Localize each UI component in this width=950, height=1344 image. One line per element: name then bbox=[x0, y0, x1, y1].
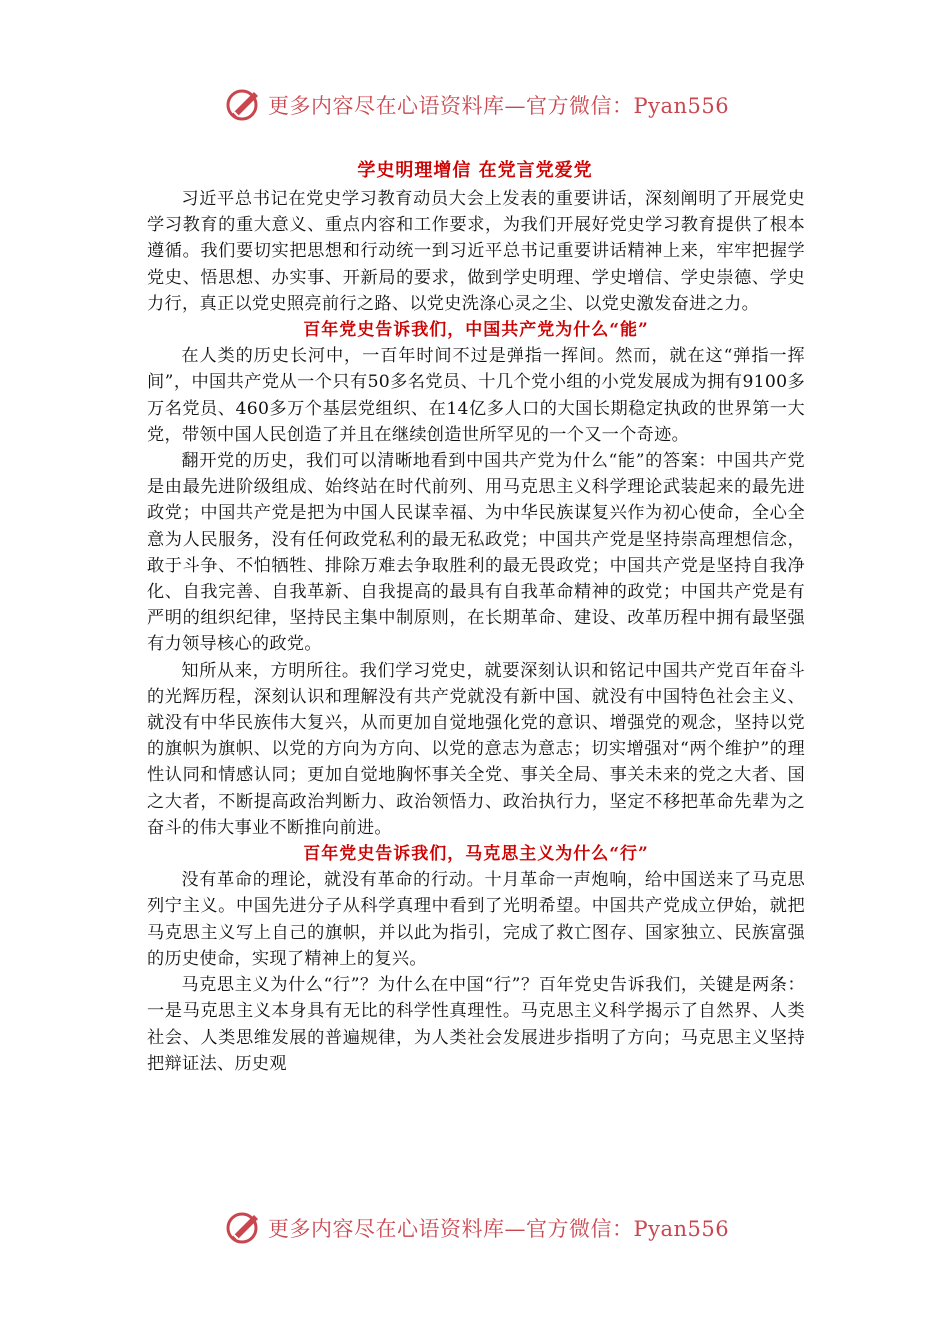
document-title: 学史明理增信 在党言党爱党 bbox=[357, 160, 593, 181]
section-heading: 百年党史告诉我们，马克思主义为什么“行” bbox=[303, 844, 649, 865]
header-banner bbox=[0, 84, 950, 124]
pen-circle-logo-icon bbox=[224, 84, 264, 124]
body-paragraph: 没有革命的理论，就没有革命的行动。十月革命一声炮响，给中国送来了马克思列宁主义。中国先进分子从科学真理中看到了光明希望。中国共产党成立伊始，就把马克思主义写上自己的旗帜，并以此为指引，完成了救亡图存、国家独立、民族富强的历史使命，实现了精神上的复兴。 bbox=[147, 870, 805, 969]
body-paragraph: 在人类的历史长河中，一百年时间不过是弹指一挥间。然而，就在这“弹指一挥间”，中国共产党从一个只有50多名党员、十几个党小组的小党发展成为拥有9100多万名党员、460多万个基层党组织、在14亿多人口的大国长期稳定执政的世界第一大党，带领中国人民创造了并且在继续创造世所罕见的一个又一个奇迹。 bbox=[147, 346, 805, 445]
footer-banner bbox=[0, 1207, 950, 1247]
intro-paragraph: 习近平总书记在党史学习教育动员大会上发表的重要讲话，深刻阐明了开展党史学习教育的重大意义、重点内容和工作要求，为我们开展好党史学习教育提供了根本遵循。我们要切实把思想和行动统一到习近平总书记重要讲话精神上来，牢牢把握学党史、悟思想、办实事、开新局的要求，做到学史明理、学史增信、学史崇德、学史力行，真正以党史照亮前行之路、以党史洗涤心灵之尘、以党史激发奋进之力。 bbox=[147, 189, 805, 314]
banner-text: 更多内容尽在心语资料库—官方微信：Pyan556 bbox=[268, 1217, 730, 1241]
section-heading: 百年党史告诉我们，中国共产党为什么“能” bbox=[303, 320, 649, 341]
body-paragraph: 马克思主义为什么“行”？为什么在中国“行”？百年党史告诉我们，关键是两条：一是马克思主义本身具有无比的科学性真理性。马克思主义科学揭示了自然界、人类社会、人类思维发展的普遍规律，为人类社会发展进步指明了方向；马克思主义坚持把辩证法、历史观 bbox=[147, 975, 805, 1074]
body-paragraph: 知所从来，方明所往。我们学习党史，就要深刻认识和铭记中国共产党百年奋斗的光辉历程，深刻认识和理解没有共产党就没有新中国、就没有中国特色社会主义、就没有中华民族伟大复兴，从而更加自觉地强化党的意识、增强党的观念，坚持以党的旗帜为旗帜、以党的方向为方向、以党的意志为意志；切实增强对“两个维护”的理性认同和情感认同；更加自觉地胸怀事关全党、事关全局、事关未来的党之大者、国之大者，不断提高政治判断力、政治领悟力、政治执行力，坚定不移把革命先辈为之奋斗的伟大事业不断推向前进。 bbox=[147, 660, 805, 838]
document-body bbox=[147, 186, 805, 1077]
body-paragraph: 翻开党的历史，我们可以清晰地看到中国共产党为什么“能”的答案：中国共产党是由最先进阶级组成、始终站在时代前列、用马克思主义科学理论武装起来的最先进政党；中国共产党是把为中国人民谋幸福、为中华民族谋复兴作为初心使命，全心全意为人民服务，没有任何政党私利的最无私政党；中国共产党是坚持崇高理想信念，敢于斗争、不怕牺牲、排除万难去争取胜利的最无畏政党；中国共产党是坚持自我净化、自我完善、自我革新、自我提高的最具有自我革命精神的政党；中国共产党是有严明的组织纪律，坚持民主集中制原则，在长期革命、建设、改革历程中拥有最坚强有力领导核心的政党。 bbox=[147, 451, 805, 655]
pen-circle-logo-icon bbox=[224, 1207, 264, 1247]
banner-text: 更多内容尽在心语资料库—官方微信：Pyan556 bbox=[268, 94, 730, 118]
